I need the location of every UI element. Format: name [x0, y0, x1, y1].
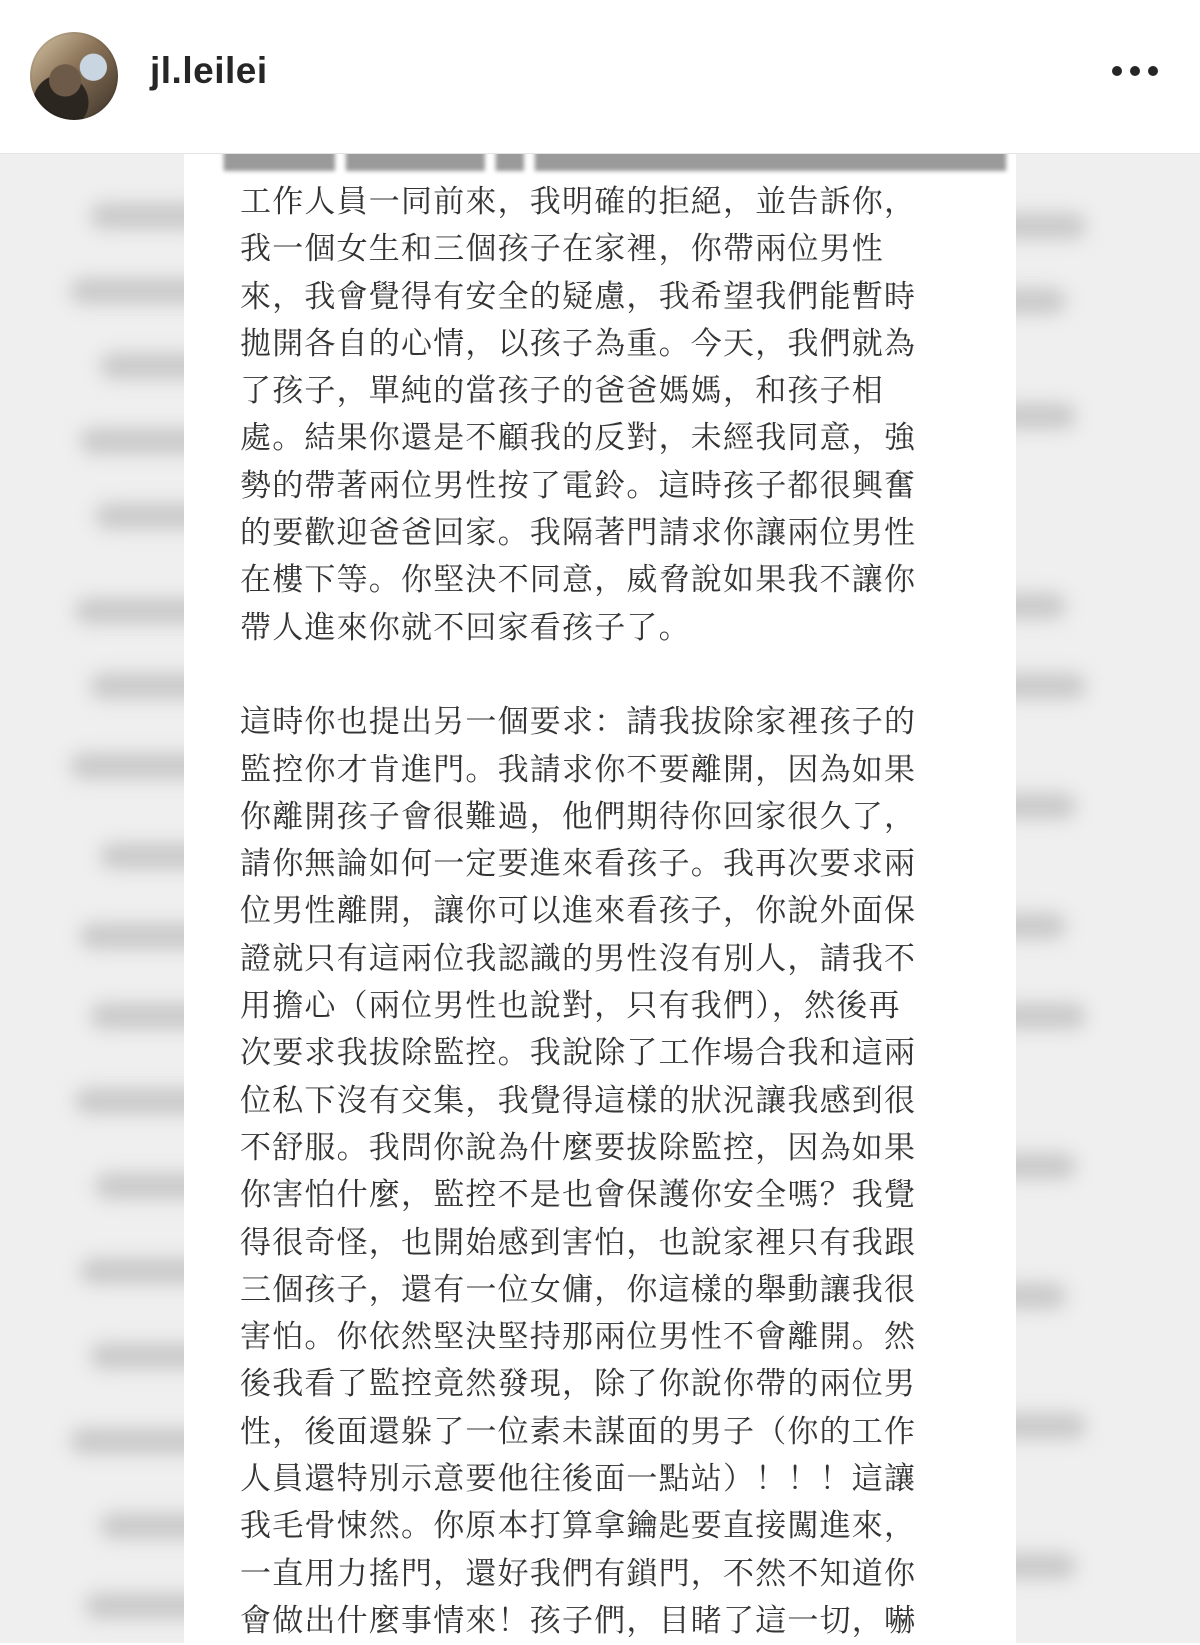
text-line: 處。結果你還是不顧我的反對，未經我同意，強 [240, 420, 917, 457]
text-line: 帶人進來你就不回家看孩子了。 [240, 609, 691, 646]
letter-document [184, 153, 1016, 1643]
text-line: 人員還特別示意要他往後面一點站）！！！這讓 [240, 1461, 917, 1498]
text-line: 你害怕什麼，監控不是也會保護你安全嗎？我覺 [240, 1177, 917, 1214]
text-line: 勢的帶著兩位男性按了電鈴。這時孩子都很興奮 [240, 467, 917, 504]
text-line: 次要求我拔除監控。我說除了工作場合我和這兩 [240, 1035, 917, 1072]
text-line: 證就只有這兩位我認識的男性沒有別人，請我不 [240, 940, 917, 977]
text-line: 這時你也提出另一個要求：請我拔除家裡孩子的 [240, 704, 917, 741]
text-line: 後我看了監控竟然發現，除了你說你帶的兩位男 [240, 1366, 917, 1403]
dot [1112, 66, 1122, 76]
text-line: 工作人員一同前來，我明確的拒絕，並告訴你， [240, 184, 917, 220]
text-line: 位男性離開，讓你可以進來看孩子，你說外面保 [240, 893, 917, 930]
text-line: 了孩子，單純的當孩子的爸爸媽媽，和孩子相 [240, 373, 884, 410]
text-line: 來，我會覺得有安全的疑慮，我希望我們能暫時 [240, 278, 917, 315]
text-line: 在樓下等。你堅決不同意，威脅說如果我不讓你 [240, 562, 917, 599]
blurred-background-left [0, 153, 184, 1643]
text-line: 不舒服。我問你說為什麼要拔除監控，因為如果 [240, 1129, 917, 1166]
text-line: 請你無論如何一定要進來看孩子。我再次要求兩 [240, 846, 917, 883]
text-line: 害怕。你依然堅決堅持那兩位男性不會離開。然 [240, 1319, 917, 1356]
text-line: 你離開孩子會很難過，他們期待你回家很久了， [240, 798, 917, 835]
text-line: 性，後面還躲了一位素未謀面的男子（你的工作 [240, 1413, 917, 1450]
text-line: 三個孩子，還有一位女傭，你這樣的舉動讓我很 [240, 1271, 917, 1308]
paragraph-gap [240, 652, 980, 699]
text-line: 位私下沒有交集，我覺得這樣的狀況讓我感到很 [240, 1082, 917, 1119]
text-line: 得很奇怪，也開始感到害怕，也說家裡只有我跟 [240, 1224, 917, 1261]
dot [1148, 66, 1158, 76]
text-line: 會做出什麼事情來！孩子們，目睹了這一切，嚇 [240, 1602, 917, 1639]
dot [1130, 66, 1140, 76]
avatar[interactable] [30, 32, 118, 120]
username[interactable]: jl.leilei [150, 50, 268, 91]
text-line: 一直用力搖門，還好我們有鎖門，不然不知道你 [240, 1555, 917, 1592]
more-options-icon[interactable] [1112, 64, 1158, 78]
letter-text [240, 179, 980, 1645]
post-header [0, 0, 1200, 154]
text-line: 監控你才肯進門。我請求你不要離開，因為如果 [240, 751, 917, 788]
text-line: 我一個女生和三個孩子在家裡，你帶兩位男性 [240, 231, 884, 268]
blurred-background-right [1016, 153, 1200, 1643]
text-line: 拋開各自的心情，以孩子為重。今天，我們就為 [240, 325, 917, 362]
text-line: 用擔心（兩位男性也說對，只有我們），然後再 [240, 988, 901, 1025]
text-line: 的要歡迎爸爸回家。我隔著門請求你讓兩位男性 [240, 515, 917, 552]
text-line: 我毛骨悚然。你原本打算拿鑰匙要直接闖進來， [240, 1508, 917, 1545]
